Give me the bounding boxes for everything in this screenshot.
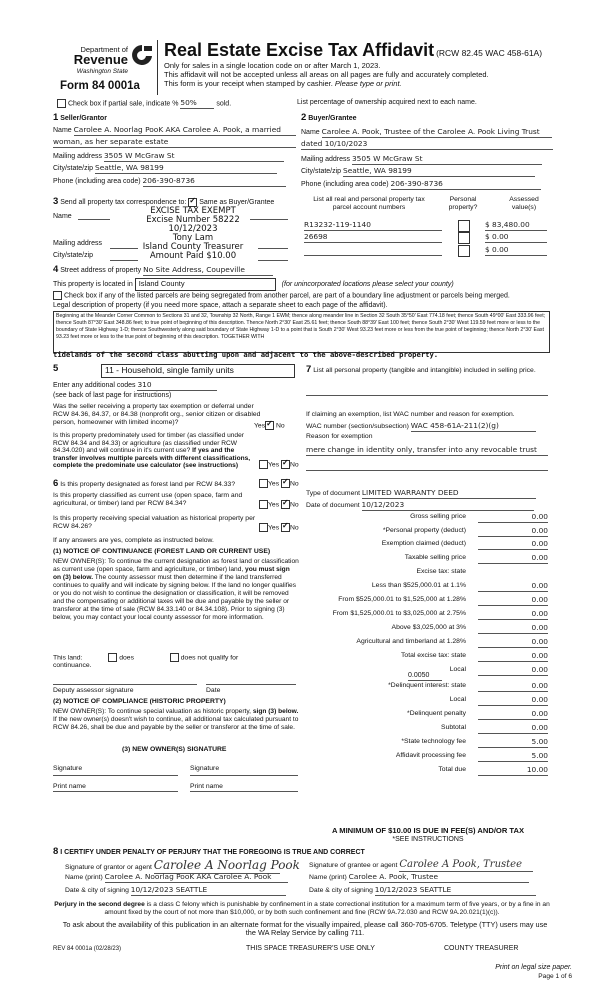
tax-row-label: Total due — [438, 766, 466, 773]
tax-row-label: Local — [449, 666, 466, 673]
seller-mailing[interactable]: 3505 W McGraw St — [104, 152, 284, 162]
buyer-name-label: Name — [301, 129, 320, 136]
tax-row — [322, 527, 548, 537]
buyer-mailing-label: Mailing address — [301, 156, 351, 163]
tax-row-value[interactable]: 0.00 — [478, 527, 548, 537]
page-number: Page 1 of 6 — [538, 973, 572, 980]
header-sub1: Only for sales in a single location code on or after March 1, 2023. — [164, 61, 381, 70]
tax-row — [322, 554, 548, 564]
q1-yes-label: Yes — [254, 422, 266, 430]
grantee-print-label: Name (print) — [309, 874, 347, 881]
header-sub3: This form is your receipt when stamped by cashier. — [164, 79, 335, 88]
dept-line3: Washington State — [76, 68, 128, 75]
personal-property-label: List all personal property (tangible and intangible) included in selling price. — [313, 367, 536, 374]
tax-row-label: Excise tax: state — [416, 568, 466, 575]
doc-date[interactable]: 10/12/2023 — [362, 501, 534, 511]
wac-number[interactable]: WAC 458-61A-211(2)(g) — [411, 422, 536, 432]
assessed-value-1[interactable]: $ 83,480.00 — [485, 221, 547, 231]
owner-sig2-label: Signature — [190, 765, 220, 772]
tax-row-value[interactable]: 0.00 — [478, 596, 548, 606]
alt-format-note: To ask about the availability of this publication in an alternate format for the visually impaired, please call 360-705-6705. Teletype (TTY) users may use the WA Relay Service by calling 711. — [62, 920, 548, 938]
seller-name-line2[interactable]: woman, as her separate estate — [53, 138, 296, 148]
grantor-date[interactable]: 10/12/2023 SEATTLE — [131, 886, 286, 896]
local-rate: 0.0050 — [408, 672, 442, 681]
add-codes[interactable]: 310 — [137, 381, 217, 391]
section3-name-label: Name — [53, 213, 72, 220]
tax-row-label: Above $3,025,000 at 3% — [391, 624, 466, 631]
buyer-name-line1[interactable]: Carolee A. Pook, Trustee of the Carolee A. Pook Living Trust — [322, 128, 552, 138]
q2-yes-label: Yes — [268, 461, 280, 469]
doc-type[interactable]: LIMITED WARRANTY DEED — [362, 489, 536, 499]
located-note: (for unincorporated locations please select your county) — [281, 281, 454, 288]
tax-row-value[interactable]: 0.00 — [478, 624, 548, 634]
minimum-due: A MINIMUM OF $10.00 IS DUE IN FEE(S) AND/OR TAX — [331, 826, 525, 835]
perjury-text: is a class C felony which is punishable by confinement in a state correctional institution for a maximum term of five years, or by a fine in an amount fixed by the court of not more than $10,000, or by both such confinement and fine (RCW 9A.72.030 and RCW 9A.20.021(1)(c)). — [104, 901, 550, 916]
seller-name-label: Name — [53, 127, 72, 134]
header-sub2: This affidavit will not be accepted unless all areas on all pages are fully and accurately completed. — [164, 70, 489, 79]
reason-label: Reason for exemption — [306, 433, 373, 440]
section3-num: 3 — [53, 196, 59, 207]
see-back-note: (see back of last page for instructions) — [53, 392, 172, 399]
section8-num: 8 — [53, 846, 59, 857]
dept-line2: Revenue — [73, 52, 128, 67]
q4-yes-checkbox[interactable] — [259, 500, 268, 509]
q5-yes-checkbox[interactable] — [259, 523, 268, 532]
seller-phone-label: Phone (including area code) — [53, 178, 141, 185]
tax-row-label: *Delinquent penalty — [407, 710, 466, 717]
grantor-sig-label: Signature of grantor or agent — [65, 864, 152, 871]
segregated-label: Check box if any of the listed parcels are being segregated from another parcel, are part of a boundary line adjustment or parcels being merged. — [63, 292, 510, 300]
legal-label: Legal description of property (if you need more space, attach a separate sheet to each page of the affidavit). — [53, 302, 388, 309]
seller-mailing-label: Mailing address — [53, 153, 103, 160]
q-timber-bold: If yes and the transfer involves multiple parcels with different classifications, complete the predominate use calculator (see instructions) — [53, 447, 251, 470]
assessed-value-3[interactable]: $ 0.00 — [485, 246, 547, 256]
segregated-checkbox[interactable] — [53, 291, 62, 300]
section7-num: 7 — [306, 364, 312, 375]
assessed-col-header: Assessed value(s) — [509, 196, 539, 211]
owner-print2-label: Print name — [190, 783, 223, 790]
tax-row — [322, 682, 548, 692]
buyer-mailing[interactable]: 3505 W McGraw St — [352, 155, 542, 165]
notice1-title: (1) NOTICE OF CONTINUANCE (FOREST LAND OR CURRENT USE) — [53, 548, 271, 555]
legal-description-box[interactable] — [53, 311, 550, 353]
tax-row — [322, 696, 548, 706]
tax-row-value[interactable]: 0.00 — [478, 540, 548, 550]
doc-type-label: Type of document — [306, 490, 361, 497]
buyer-num: 2 — [301, 112, 307, 123]
q-forest-text: Is this property designated as forest land per RCW 84.33? — [60, 481, 236, 488]
tax-row-value[interactable]: 0.00 — [478, 724, 548, 734]
tax-row-label: Gross selling price — [410, 513, 466, 520]
tax-row-value[interactable]: 0.00 — [478, 554, 548, 564]
tax-row — [322, 610, 548, 620]
owner-sig1-label: Signature — [53, 765, 83, 772]
does-not-label: does not qualify for — [180, 654, 239, 662]
personal-col-header: Personal property? — [448, 196, 478, 211]
tax-row-value[interactable]: 0.00 — [478, 513, 548, 523]
buyer-name-line2[interactable]: dated 10/10/2023 — [301, 140, 553, 150]
q4-no-label: No — [289, 501, 299, 509]
does-label: does — [119, 654, 134, 662]
grantor-date-label: Date & city of signing — [65, 887, 129, 894]
continuance-label: continuance. — [53, 662, 92, 669]
notice1-text-a: NEW OWNER(S): To continue the current designation as forest land or classification as current use (open space, farm and agriculture, or timber) land, — [53, 558, 299, 574]
answers-note: If any answers are yes, complete as instructed below. — [53, 537, 214, 544]
tax-row — [322, 752, 548, 762]
personal-property-checkbox-1[interactable] — [458, 220, 470, 232]
ownership-note: List percentage of ownership acquired next to each name. — [297, 99, 477, 106]
tax-row — [322, 568, 548, 578]
perjury-bold: Perjury in the second degree — [54, 901, 145, 908]
tax-row-value[interactable]: 10.00 — [478, 766, 548, 776]
q-historic-text: Is this property receiving special valuation as historical property per RCW 84.26? — [53, 515, 256, 530]
q1-yes-checkbox[interactable] — [265, 421, 274, 430]
tax-row-label: From $525,000.01 to $1,525,000 at 1.28% — [338, 596, 466, 603]
owner-print1-label: Print name — [53, 783, 86, 790]
q3-no-checkbox[interactable] — [281, 479, 290, 488]
doc-date-label: Date of document — [306, 502, 360, 509]
parcel-col-header: List all real and personal property tax parcel account numbers — [313, 196, 425, 211]
parcel-2[interactable]: 26698 — [304, 233, 442, 243]
notice2-bold: sign (3) below. — [252, 708, 299, 715]
tax-row-value[interactable]: 5.00 — [478, 738, 548, 748]
tax-row-value[interactable]: 5.00 — [478, 752, 548, 762]
grantor-signature[interactable]: Carolee A Noorlag Pook — [153, 858, 300, 872]
q-current-use-text: Is this property classified as current use (open space, farm and agricultural, or timber) land per RCW 84.34? — [53, 492, 243, 507]
dept-line1: Department of — [80, 45, 128, 54]
grantor-print-label: Name (print) — [65, 874, 103, 881]
legal-description-text: Beginning at the Meander Corner Common to Sections 31 and 32, Township 32 North, Range 1 EWM; thence along meander line in Section 32 South 35°50' East 774.18 feet; thence South 49°00' East 333.96 feet; thence South 87°30' East 348.86 feet; to true point of beginning of this description. Thence North 2°30' East 25.61 feet; thence South 88°39' East 100 feet; thence South 2°30' West 119.59 feet more or less to the boundary of State Highway 1-D; thence Southwesterly along said boundary of State Highway 1-D to a point that is South 2°30' West 93.23 feet more or less from the true point of beginning; thence North 2°30' East 93.23 feet more or less to the true point of beginning of this description. TOGETHER WITH — [56, 313, 546, 341]
buyer-city-label: City/state/zip — [301, 168, 342, 175]
tax-row-label: Exemption claimed (deduct) — [381, 540, 466, 547]
tax-row-label: Taxable selling price — [404, 554, 466, 561]
street-address[interactable]: No Site Address, Coupeville — [143, 266, 273, 276]
excise-exempt-stamp — [118, 207, 268, 261]
q4-yes-label: Yes — [268, 501, 280, 509]
stamp-line6: Amount Paid $10.00 — [149, 250, 237, 261]
q-exemption-text: Was the seller receiving a property tax exemption or deferral under RCW 84.36, 84.37, or 84.38 (nonprofit org., senior citizen or disabled person, homeowner with limited income)? — [53, 403, 261, 426]
partial-percent[interactable]: 50% — [180, 99, 214, 109]
notice2-title: (2) NOTICE OF COMPLIANCE (HISTORIC PROPERTY) — [53, 698, 226, 705]
q5-yes-label: Yes — [268, 524, 280, 532]
tax-row-label: *State technology fee — [401, 738, 466, 745]
q5-no-checkbox[interactable] — [281, 523, 290, 532]
tax-row-value[interactable]: 0.00 — [478, 582, 548, 592]
tax-row-label: From $1,525,000.01 to $3,025,000 at 2.75% — [332, 610, 466, 617]
treasurer-use: THIS SPACE TREASURER'S USE ONLY — [246, 945, 375, 952]
section3-heading: Send all property tax correspondence to: — [60, 199, 187, 206]
tax-row-value[interactable]: 0.00 — [478, 710, 548, 720]
tax-row-value[interactable]: 0.00 — [478, 652, 548, 662]
form-title-ref: (RCW 82.45 WAC 458-61A) — [436, 48, 543, 58]
street-label: Street address of property — [60, 267, 142, 274]
does-not-checkbox[interactable] — [170, 653, 179, 662]
header-divider — [157, 40, 158, 95]
grantee-print[interactable]: Carolee A. Pook, Trustee — [349, 873, 529, 883]
seller-num: 1 — [53, 112, 59, 123]
land-use-code-select[interactable]: 11 - Household, single family units — [101, 364, 295, 378]
tax-row-label: *Delinquent interest: state — [388, 682, 466, 689]
assessed-value-2[interactable]: $ 0.00 — [485, 233, 547, 243]
legal-description-bold: tidelands of the second class abutting upon and adjacent to the above-described property. — [53, 350, 439, 359]
tax-row — [322, 652, 548, 662]
q2-no-checkbox[interactable] — [281, 460, 290, 469]
seller-phone[interactable]: 206-390-8736 — [143, 177, 286, 187]
tax-row-label: Affidavit processing fee — [395, 752, 466, 759]
tax-row-value[interactable]: 0.00 — [478, 682, 548, 692]
grantee-date-label: Date & city of signing — [309, 887, 373, 894]
tax-row-label: *Personal property (deduct) — [382, 527, 466, 534]
q5-no-label: No — [289, 524, 299, 532]
grantor-print[interactable]: Carolee A. Noorlag PooK AKA Carolee A. Pook — [105, 873, 288, 883]
tax-row — [322, 638, 548, 648]
notice2-text-b: If the new owner(s) doesn't wish to continue, all additional tax calculated pursuant to RCW 84.26, shall be due and payable by the seller or transferor at the time of sale. — [53, 716, 299, 732]
q3-no-label: No — [289, 480, 299, 488]
dor-logo — [62, 40, 154, 98]
q2-no-label: No — [289, 461, 299, 469]
tax-row-value[interactable]: 0.00 — [478, 638, 548, 648]
see-instructions: *SEE INSTRUCTIONS — [392, 836, 464, 843]
tax-row — [322, 724, 548, 734]
tax-row-value[interactable]: 0.00 — [478, 696, 548, 706]
grantee-date[interactable]: 10/12/2023 SEATTLE — [375, 886, 536, 896]
same-as-buyer-label: Same as Buyer/Grantee — [199, 199, 275, 206]
stamp-line3: 10/12/2023 — [168, 223, 218, 234]
q-timber-text: Is this property predominately used for timber (as classified under RCW 84.34 and 84.33) or agriculture (as classified under RCW 84.34.020) and will continue in it's current use? — [53, 432, 244, 455]
form-title: Real Estate Excise Tax Affidavit — [164, 40, 435, 60]
grantee-sig-label: Signature of grantee or agent — [309, 862, 398, 869]
buyer-phone[interactable]: 206-390-8736 — [391, 180, 541, 190]
tax-row — [322, 710, 548, 720]
deputy-sig-label: Deputy assessor signature — [53, 687, 134, 694]
add-codes-label: Enter any additional codes — [53, 382, 136, 389]
form-number: Form 84 0001a — [60, 80, 140, 92]
section3-city-label: City/state/zip — [53, 252, 94, 259]
revenue-logo-icon — [131, 44, 153, 68]
q1-no-label: No — [275, 422, 285, 430]
stamp-line2: Excise Number 58222 — [146, 214, 240, 225]
q3-yes-label: Yes — [268, 480, 280, 488]
tax-row-label: Agricultural and timberland at 1.28% — [356, 638, 466, 645]
stamp-line1: EXCISE TAX EXEMPT — [150, 206, 236, 216]
buyer-phone-label: Phone (including area code) — [301, 181, 389, 188]
tax-row — [322, 624, 548, 634]
tax-row — [322, 596, 548, 606]
buyer-city[interactable]: Seattle, WA 98199 — [343, 167, 535, 177]
tax-row — [322, 513, 548, 523]
does-checkbox[interactable] — [108, 653, 117, 662]
buyer-heading: Buyer/Grantee — [308, 115, 357, 122]
header-sub3-italic: Please type or print. — [334, 79, 402, 88]
section4-num: 4 — [53, 264, 59, 275]
partial-sale-label: Check box if partial sale, indicate % — [67, 100, 179, 108]
section5-num: 5 — [53, 363, 59, 374]
notice2-text-a: NEW OWNER(S): To continue special valuation as historic property, — [53, 708, 253, 715]
stamp-line5: Island County Treasurer — [142, 241, 244, 252]
seller-city[interactable]: Seattle, WA 98199 — [95, 164, 277, 174]
grantee-signature[interactable]: Carolee A Pook, Trustee — [399, 859, 533, 872]
tax-row-value[interactable]: 0.00 — [478, 666, 548, 676]
seller-heading: Seller/Grantor — [60, 115, 107, 122]
tax-row-label: Subtotal — [441, 724, 466, 731]
rev-number: REV 84 0001a (02/28/23) — [53, 946, 122, 952]
section8-heading: I CERTIFY UNDER PENALTY OF PERJURY THAT THE FOREGOING IS TRUE AND CORRECT — [60, 849, 365, 856]
parcel-1[interactable]: R13232-119-1140 — [304, 221, 442, 231]
county-select[interactable]: Island County — [135, 278, 276, 291]
q4-no-checkbox[interactable] — [281, 500, 290, 509]
seller-name-line1[interactable]: Carolee A. Noorlag PooK AKA Carolee A. Pook, a married — [74, 126, 296, 136]
this-land-label: This land: — [53, 654, 83, 662]
section6-num: 6 — [53, 478, 59, 489]
legal-size-note: Print on legal size paper. — [495, 964, 572, 971]
tax-row — [322, 766, 548, 776]
exemption-reason[interactable]: mere change in identity only, transfer into any revocable trust — [306, 446, 548, 456]
partial-sale-checkbox[interactable] — [57, 99, 66, 108]
notice3-title: (3) NEW OWNER(S) SIGNATURE — [122, 746, 227, 753]
tax-row — [322, 582, 548, 592]
located-label: This property is located in — [53, 281, 133, 288]
wac-label: WAC number (section/subsection) — [306, 423, 409, 430]
q3-yes-checkbox[interactable] — [259, 479, 268, 488]
stamp-line4: Tony Lam — [172, 232, 214, 243]
county-treasurer: COUNTY TREASURER — [444, 945, 519, 952]
tax-row — [322, 738, 548, 748]
notice1-bold: you must sign on (3) below. — [53, 566, 290, 582]
seller-city-label: City/state/zip — [53, 165, 94, 172]
exemption-label: If claiming an exemption, list WAC number and reason for exemption. — [306, 411, 515, 418]
personal-property-checkbox-3[interactable] — [458, 245, 470, 257]
parcel-3[interactable] — [304, 246, 442, 256]
tax-row-value[interactable]: 0.00 — [478, 610, 548, 620]
personal-property-checkbox-2[interactable] — [458, 232, 470, 244]
partial-sold-label: sold. — [216, 100, 232, 108]
notice1-text-b: The county assessor must then determine if the land transferred continues to qualify and will indicate by signing below. If the land no longer qualifies or you do not wish to continue the designation or classification, it will be removed and the compensating or additional taxes will be due and payable by the seller or transferor at the time of sale (RCW 84.33.140 or 84.34.108). Prior to signing (3) below, you may contact your local county assessor for more information. — [53, 574, 297, 622]
section3-mailing-label: Mailing address — [53, 240, 103, 247]
tax-row — [322, 540, 548, 550]
tax-row-label: Total excise tax: state — [401, 652, 466, 659]
q2-yes-checkbox[interactable] — [259, 460, 268, 469]
tax-row-label: Less than $525,000.01 at 1.1% — [371, 582, 466, 589]
deputy-date-label: Date — [206, 687, 221, 694]
tax-row-label: Local — [449, 696, 466, 703]
